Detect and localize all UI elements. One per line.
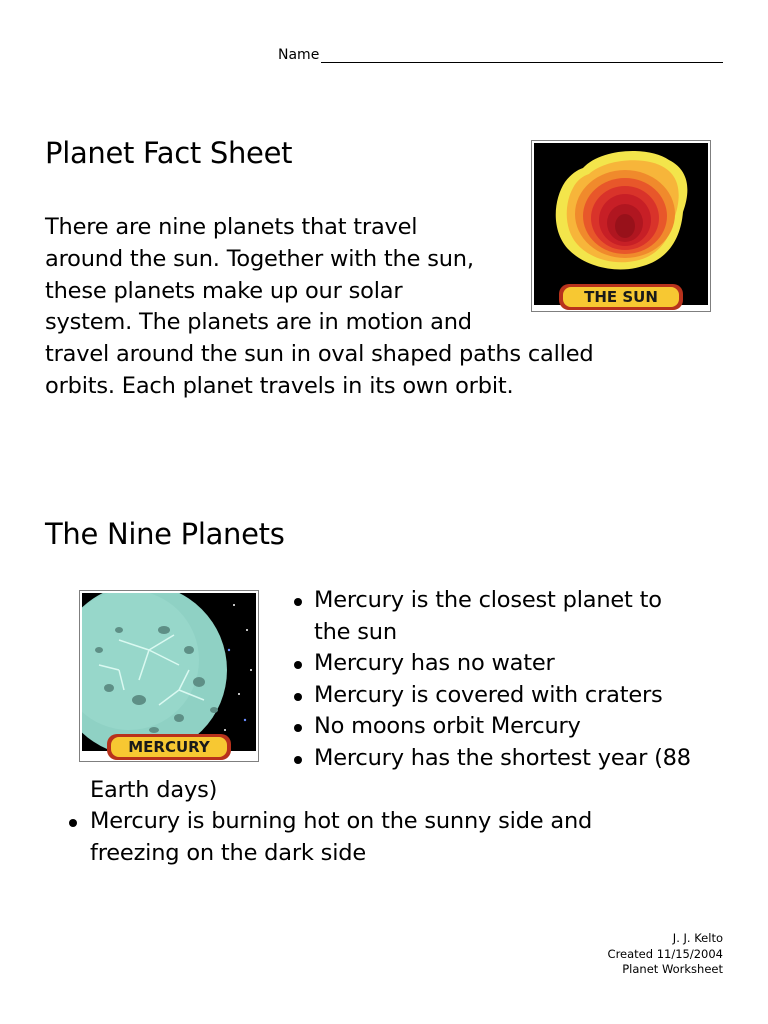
intro-line: these planets make up our solar: [45, 277, 403, 304]
list-item-continuation: Earth days): [90, 777, 218, 803]
intro-line: travel around the sun in oval shaped paths called: [45, 341, 594, 368]
list-item: No moons orbit Mercury: [314, 713, 581, 739]
footer-credits: [608, 931, 723, 978]
section-title: The Nine Planets: [45, 517, 285, 551]
intro-line: orbits. Each planet travels in its own orbit.: [45, 372, 514, 399]
list-item: Mercury is covered with craters: [314, 681, 663, 708]
mercury-image: [79, 590, 259, 762]
intro-line: system. The planets are in motion and: [45, 309, 472, 336]
bullet-icon: [294, 724, 302, 732]
list-item: Mercury has no water: [314, 650, 555, 676]
bullet-icon: [294, 661, 302, 669]
name-label: Name: [278, 47, 320, 63]
bullet-icon: [294, 598, 302, 606]
list-item: Mercury is burning hot on the sunny side and: [90, 808, 593, 834]
bullet-icon: [69, 819, 77, 827]
list-item: Mercury is the closest planet to: [314, 587, 662, 613]
bullet-icon: [294, 693, 302, 701]
list-item-continuation: freezing on the dark side: [90, 839, 366, 866]
footer-created: Created 11/15/2004: [607, 946, 723, 961]
footer-doc-name: Planet Worksheet: [622, 962, 723, 976]
intro-line: There are nine planets that travel: [45, 214, 418, 240]
mercury-label: MERCURY: [128, 738, 210, 756]
intro-line: around the sun. Together with the sun,: [45, 245, 474, 272]
sun-label: THE SUN: [584, 288, 658, 306]
intro-paragraph: [45, 212, 685, 403]
page-title: Planet Fact Sheet: [45, 136, 293, 170]
list-item-continuation: the sun: [314, 618, 397, 645]
name-field[interactable]: [278, 47, 723, 63]
list-item: Mercury has the shortest year (88: [314, 744, 691, 771]
bullet-icon: [294, 756, 302, 764]
name-underline[interactable]: [321, 48, 723, 63]
footer-author: J. J. Kelto: [672, 931, 723, 945]
